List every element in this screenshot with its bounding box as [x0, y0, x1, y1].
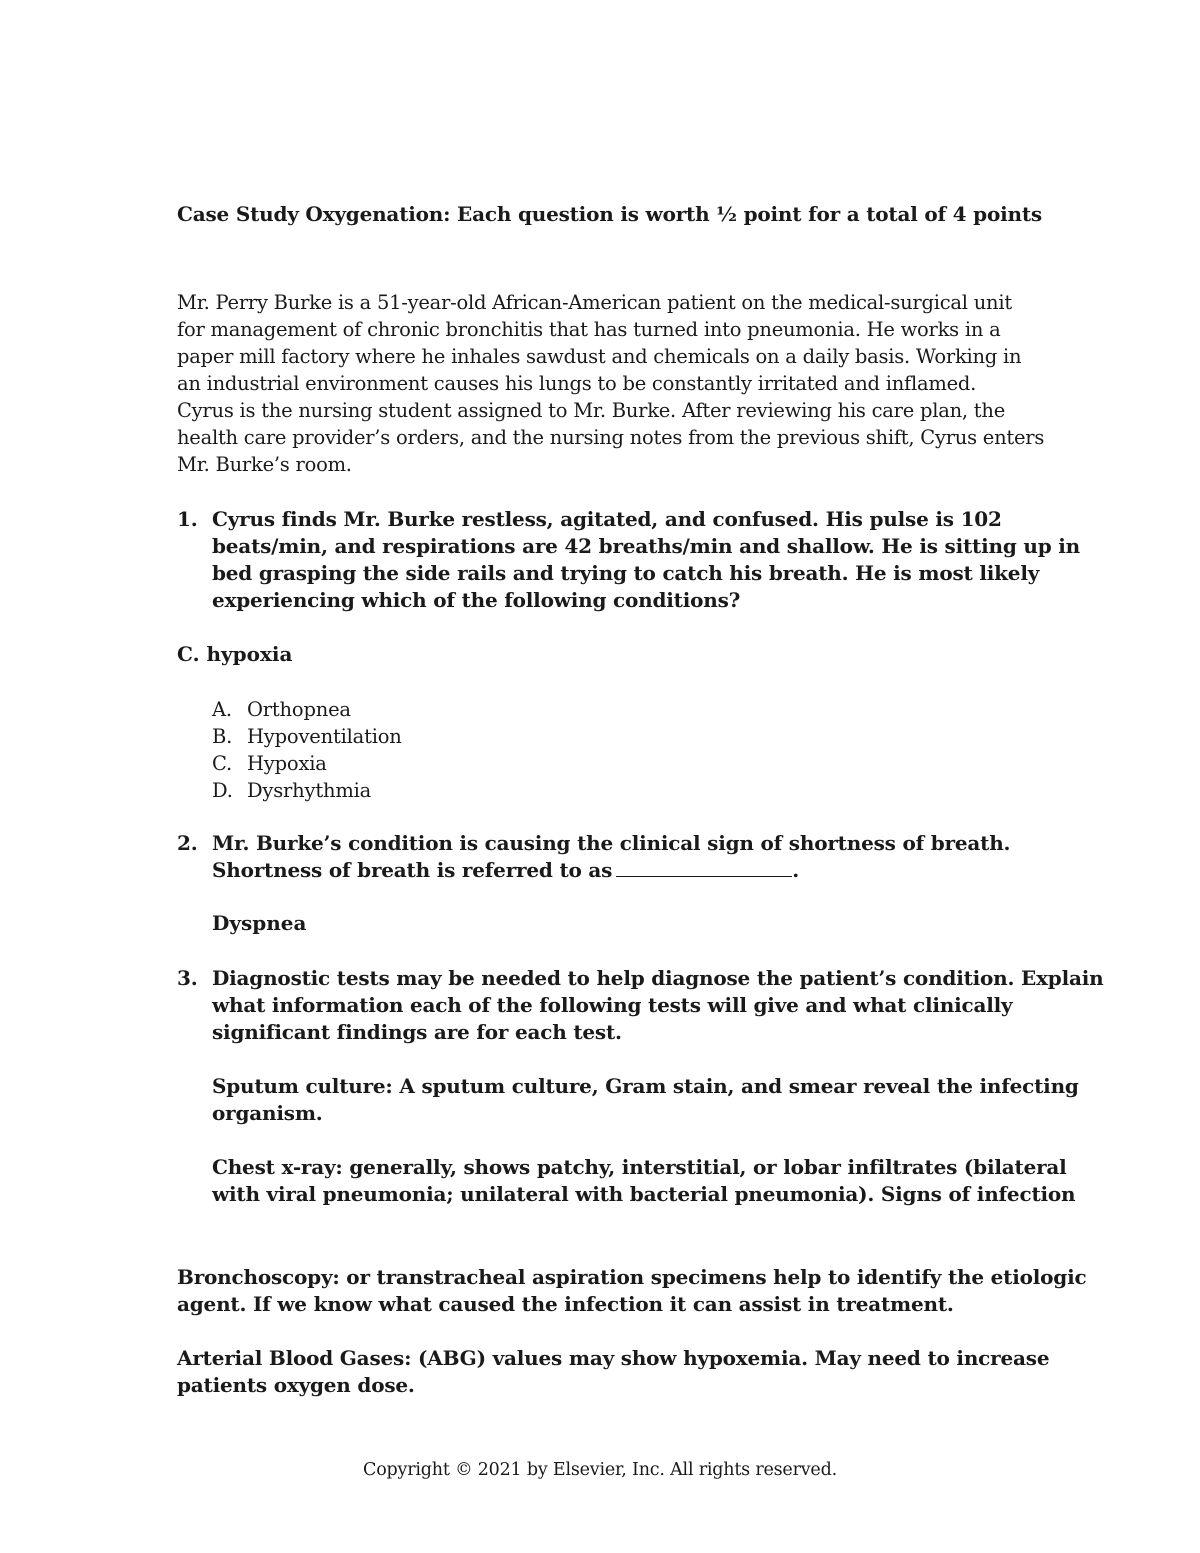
question-line: beats/min, and respirations are 42 breaths/min and shallow. He is sitting up in	[212, 534, 1080, 558]
question-number: 2.	[177, 831, 198, 855]
option-d	[212, 777, 402, 804]
option-c	[212, 750, 402, 777]
question-1	[177, 506, 1080, 614]
copyright-footer: Copyright © 2021 by Elsevier, Inc. All rights reserved.	[363, 1460, 837, 1480]
question-number: 1.	[177, 507, 198, 531]
option-a	[212, 696, 402, 723]
answer-line: Arterial Blood Gases: (ABG) values may show hypoxemia. May need to increase	[177, 1346, 1050, 1370]
intro-line: an industrial environment causes his lungs to be constantly irritated and inflamed.	[177, 372, 977, 395]
bronchoscopy-answer	[177, 1264, 1086, 1318]
question-1-answer: C. hypoxia	[177, 642, 293, 666]
question-2-answer: Dyspnea	[212, 911, 307, 935]
option-b	[212, 723, 402, 750]
answer-line: patients oxygen dose.	[177, 1373, 415, 1397]
case-intro-paragraph	[177, 289, 1045, 478]
question-text	[212, 965, 1103, 1046]
question-2	[177, 830, 1010, 884]
answer-line: Bronchoscopy: or transtracheal aspiration specimens help to identify the etiologic	[177, 1265, 1087, 1289]
question-line: significant findings are for each test.	[212, 1020, 622, 1044]
option-letter: C.	[212, 752, 233, 775]
option-letter: B.	[212, 725, 233, 748]
question-line	[212, 857, 1010, 884]
question-line: experiencing which of the following conditions?	[212, 588, 741, 612]
option-text: Hypoxia	[247, 752, 327, 775]
abg-answer	[177, 1345, 1049, 1399]
answer-line: with viral pneumonia; unilateral with bacterial pneumonia). Signs of infection	[212, 1182, 1076, 1206]
intro-line: Mr. Perry Burke is a 51-year-old African-American patient on the medical-surgical unit	[177, 291, 1012, 314]
sputum-culture-answer	[212, 1073, 1079, 1127]
answer-line: agent. If we know what caused the infection it can assist in treatment.	[177, 1292, 954, 1316]
question-line: Diagnostic tests may be needed to help diagnose the patient’s condition. Explain	[212, 966, 1104, 990]
intro-line: for management of chronic bronchitis that has turned into pneumonia. He works in a	[177, 318, 1001, 341]
option-text: Orthopnea	[247, 698, 351, 721]
intro-line: Mr. Burke’s room.	[177, 453, 352, 476]
page-title: Case Study Oxygenation: Each question is worth ½ point for a total of 4 points	[177, 202, 1042, 226]
question-line-end: .	[792, 858, 799, 882]
option-letter: A.	[212, 698, 232, 721]
answer-line: organism.	[212, 1101, 323, 1125]
chest-xray-answer	[212, 1154, 1075, 1208]
intro-line: health care provider’s orders, and the nursing notes from the previous shift, Cyrus enters	[177, 426, 1045, 449]
answer-line: Sputum culture: A sputum culture, Gram stain, and smear reveal the infecting	[212, 1074, 1079, 1098]
question-text	[212, 506, 1080, 614]
question-line: bed grasping the side rails and trying to catch his breath. He is most likely	[212, 561, 1040, 585]
question-line: Cyrus finds Mr. Burke restless, agitated, and confused. His pulse is 102	[212, 507, 1002, 531]
intro-line: Cyrus is the nursing student assigned to Mr. Burke. After reviewing his care plan, the	[177, 399, 1005, 422]
option-text: Hypoventilation	[247, 725, 402, 748]
question-3	[177, 965, 1103, 1046]
question-text	[212, 830, 1010, 884]
question-1-options	[212, 696, 402, 804]
fill-in-blank	[616, 858, 792, 877]
intro-line: paper mill factory where he inhales sawdust and chemicals on a daily basis. Working in	[177, 345, 1022, 368]
option-text: Dysrhythmia	[247, 779, 372, 802]
question-number: 3.	[177, 966, 198, 990]
question-line: what information each of the following tests will give and what clinically	[212, 993, 1013, 1017]
question-line-text: Shortness of breath is referred to as	[212, 858, 613, 882]
option-letter: D.	[212, 779, 233, 802]
question-line: Mr. Burke’s condition is causing the clinical sign of shortness of breath.	[212, 831, 1011, 855]
answer-line: Chest x-ray: generally, shows patchy, interstitial, or lobar infiltrates (bilateral	[212, 1155, 1067, 1179]
